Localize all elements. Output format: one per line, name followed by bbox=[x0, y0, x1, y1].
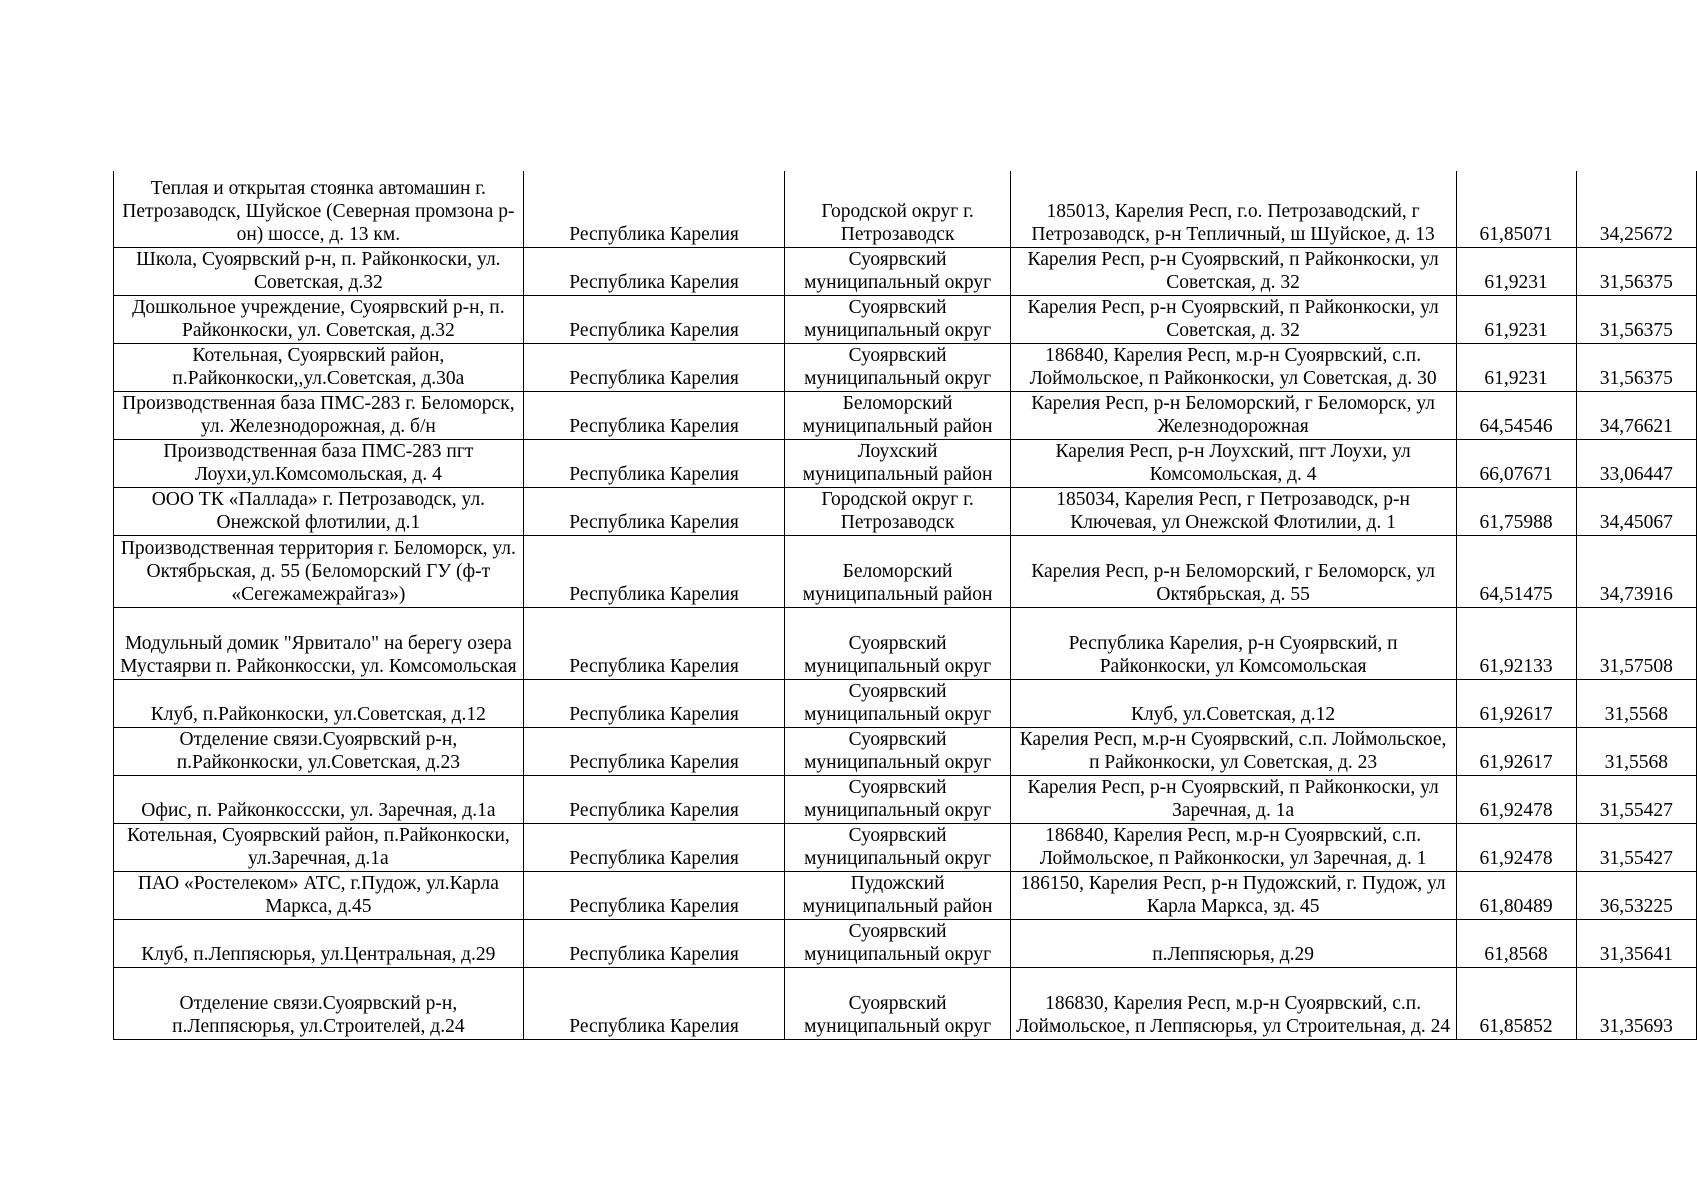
table-row bbox=[114, 295, 1697, 343]
latitude-cell: 61,92617 bbox=[1456, 727, 1576, 775]
district-cell: Городской округ г. Петрозаводск bbox=[785, 171, 1010, 247]
region-cell: Республика Карелия bbox=[523, 343, 785, 391]
table-row bbox=[114, 775, 1697, 823]
district-cell: Суоярвский муниципальный округ bbox=[785, 295, 1010, 343]
region-cell: Республика Карелия bbox=[523, 871, 785, 919]
region-cell: Республика Карелия bbox=[523, 919, 785, 967]
object-name-cell: Котельная, Суоярвский район, п.Райконкоски, ул.Заречная, д.1а bbox=[114, 823, 524, 871]
longitude-cell: 31,5568 bbox=[1576, 679, 1696, 727]
table-row bbox=[114, 171, 1697, 247]
document-sheet bbox=[113, 171, 1697, 1040]
address-cell: Карелия Респ, р-н Суоярвский, п Райконкоски, ул Советская, д. 32 bbox=[1010, 247, 1456, 295]
table-row bbox=[114, 823, 1697, 871]
region-cell: Республика Карелия bbox=[523, 679, 785, 727]
latitude-cell: 61,75988 bbox=[1456, 487, 1576, 535]
address-cell: 185013, Карелия Респ, г.о. Петрозаводский, г Петрозаводск, р-н Тепличный, ш Шуйское, д. 13 bbox=[1010, 171, 1456, 247]
address-cell: Карелия Респ, м.р-н Суоярвский, с.п. Лоймольское, п Райконкоски, ул Советская, д. 23 bbox=[1010, 727, 1456, 775]
region-cell: Республика Карелия bbox=[523, 967, 785, 1039]
region-cell: Республика Карелия bbox=[523, 775, 785, 823]
region-cell: Республика Карелия bbox=[523, 391, 785, 439]
object-name-cell: Теплая и открытая стоянка автомашин г. Петрозаводск, Шуйское (Северная промзона р-он) шоссе, д. 13 км. bbox=[114, 171, 524, 247]
district-cell: Суоярвский муниципальный округ bbox=[785, 967, 1010, 1039]
table-row bbox=[114, 871, 1697, 919]
longitude-cell: 31,55427 bbox=[1576, 775, 1696, 823]
latitude-cell: 61,9231 bbox=[1456, 247, 1576, 295]
district-cell: Лоухский муниципальный район bbox=[785, 439, 1010, 487]
latitude-cell: 61,92617 bbox=[1456, 679, 1576, 727]
longitude-cell: 31,35693 bbox=[1576, 967, 1696, 1039]
longitude-cell: 31,55427 bbox=[1576, 823, 1696, 871]
table-row bbox=[114, 391, 1697, 439]
longitude-cell: 31,56375 bbox=[1576, 295, 1696, 343]
longitude-cell: 34,25672 bbox=[1576, 171, 1696, 247]
object-name-cell: ПАО «Ростелеком» АТС, г.Пудож, ул.Карла Маркса, д.45 bbox=[114, 871, 524, 919]
latitude-cell: 64,51475 bbox=[1456, 535, 1576, 607]
region-cell: Республика Карелия bbox=[523, 823, 785, 871]
district-cell: Суоярвский муниципальный округ bbox=[785, 775, 1010, 823]
address-cell: 186840, Карелия Респ, м.р-н Суоярвский, с.п. Лоймольское, п Райконкоски, ул Советская, д. 30 bbox=[1010, 343, 1456, 391]
longitude-cell: 31,56375 bbox=[1576, 343, 1696, 391]
longitude-cell: 34,76621 bbox=[1576, 391, 1696, 439]
address-cell: Карелия Респ, р-н Беломорский, г Беломорск, ул Железнодорожная bbox=[1010, 391, 1456, 439]
region-cell: Республика Карелия bbox=[523, 171, 785, 247]
latitude-cell: 61,92478 bbox=[1456, 823, 1576, 871]
address-cell: Карелия Респ, р-н Лоухский, пгт Лоухи, ул Комсомольская, д. 4 bbox=[1010, 439, 1456, 487]
latitude-cell: 61,85852 bbox=[1456, 967, 1576, 1039]
table-row bbox=[114, 487, 1697, 535]
region-cell: Республика Карелия bbox=[523, 439, 785, 487]
region-cell: Республика Карелия bbox=[523, 607, 785, 679]
district-cell: Городской округ г. Петрозаводск bbox=[785, 487, 1010, 535]
table-body bbox=[114, 171, 1697, 1039]
longitude-cell: 31,56375 bbox=[1576, 247, 1696, 295]
region-cell: Республика Карелия bbox=[523, 295, 785, 343]
object-name-cell: Отделение связи.Суоярвский р-н, п.Леппясюрья, ул.Строителей, д.24 bbox=[114, 967, 524, 1039]
table-row bbox=[114, 679, 1697, 727]
table-row bbox=[114, 727, 1697, 775]
object-name-cell: Отделение связи.Суоярвский р-н, п.Райконкоски, ул.Советская, д.23 bbox=[114, 727, 524, 775]
object-name-cell: Офис, п. Райконкоссски, ул. Заречная, д.1а bbox=[114, 775, 524, 823]
object-name-cell: Модульный домик "Ярвитало" на берегу озера Мустаярви п. Райконкосски, ул. Комсомольская bbox=[114, 607, 524, 679]
object-name-cell: Производственная база ПМС-283 г. Беломорск, ул. Железнодорожная, д. б/н bbox=[114, 391, 524, 439]
district-cell: Суоярвский муниципальный округ bbox=[785, 247, 1010, 295]
object-name-cell: Производственная территория г. Беломорск, ул. Октябрьская, д. 55 (Беломорский ГУ (ф-т «Сегежамежрайгаз») bbox=[114, 535, 524, 607]
address-cell: 186150, Карелия Респ, р-н Пудожский, г. Пудож, ул Карла Маркса, зд. 45 bbox=[1010, 871, 1456, 919]
longitude-cell: 33,06447 bbox=[1576, 439, 1696, 487]
latitude-cell: 61,8568 bbox=[1456, 919, 1576, 967]
district-cell: Беломорский муниципальный район bbox=[785, 535, 1010, 607]
address-cell: 186840, Карелия Респ, м.р-н Суоярвский, с.п. Лоймольское, п Райконкоски, ул Заречная, д. 1 bbox=[1010, 823, 1456, 871]
table-row bbox=[114, 919, 1697, 967]
district-cell: Суоярвский муниципальный округ bbox=[785, 823, 1010, 871]
longitude-cell: 34,73916 bbox=[1576, 535, 1696, 607]
district-cell: Суоярвский муниципальный округ bbox=[785, 679, 1010, 727]
latitude-cell: 66,07671 bbox=[1456, 439, 1576, 487]
address-cell: Карелия Респ, р-н Беломорский, г Беломорск, ул Октябрьская, д. 55 bbox=[1010, 535, 1456, 607]
latitude-cell: 61,9231 bbox=[1456, 295, 1576, 343]
region-cell: Республика Карелия bbox=[523, 247, 785, 295]
object-name-cell: Производственная база ПМС-283 пгт Лоухи,ул.Комсомольская, д. 4 bbox=[114, 439, 524, 487]
latitude-cell: 61,9231 bbox=[1456, 343, 1576, 391]
object-name-cell: Школа, Суоярвский р-н, п. Райконкоски, ул. Советская, д.32 bbox=[114, 247, 524, 295]
object-name-cell: Клуб, п.Райконкоски, ул.Советская, д.12 bbox=[114, 679, 524, 727]
table-row bbox=[114, 967, 1697, 1039]
table-row bbox=[114, 439, 1697, 487]
latitude-cell: 61,80489 bbox=[1456, 871, 1576, 919]
district-cell: Суоярвский муниципальный округ bbox=[785, 727, 1010, 775]
address-cell: 185034, Карелия Респ, г Петрозаводск, р-н Ключевая, ул Онежской Флотилии, д. 1 bbox=[1010, 487, 1456, 535]
region-cell: Республика Карелия bbox=[523, 727, 785, 775]
latitude-cell: 61,85071 bbox=[1456, 171, 1576, 247]
longitude-cell: 31,5568 bbox=[1576, 727, 1696, 775]
district-cell: Суоярвский муниципальный округ bbox=[785, 919, 1010, 967]
region-cell: Республика Карелия bbox=[523, 535, 785, 607]
address-cell: Республика Карелия, р-н Суоярвский, п Райконкоски, ул Комсомольская bbox=[1010, 607, 1456, 679]
object-name-cell: Котельная, Суоярвский район, п.Райконкоски,,ул.Советская, д.30а bbox=[114, 343, 524, 391]
longitude-cell: 31,35641 bbox=[1576, 919, 1696, 967]
object-name-cell: Дошкольное учреждение, Суоярвский р-н, п. Райконкоски, ул. Советская, д.32 bbox=[114, 295, 524, 343]
longitude-cell: 36,53225 bbox=[1576, 871, 1696, 919]
table-row bbox=[114, 247, 1697, 295]
district-cell: Суоярвский муниципальный округ bbox=[785, 343, 1010, 391]
district-cell: Суоярвский муниципальный округ bbox=[785, 607, 1010, 679]
address-cell: Карелия Респ, р-н Суоярвский, п Райконкоски, ул Заречная, д. 1а bbox=[1010, 775, 1456, 823]
district-cell: Беломорский муниципальный район bbox=[785, 391, 1010, 439]
address-cell: Карелия Респ, р-н Суоярвский, п Райконкоски, ул Советская, д. 32 bbox=[1010, 295, 1456, 343]
latitude-cell: 61,92133 bbox=[1456, 607, 1576, 679]
object-name-cell: Клуб, п.Леппясюрья, ул.Центральная, д.29 bbox=[114, 919, 524, 967]
table-row bbox=[114, 535, 1697, 607]
address-cell: п.Леппясюрья, д.29 bbox=[1010, 919, 1456, 967]
longitude-cell: 31,57508 bbox=[1576, 607, 1696, 679]
table-row bbox=[114, 343, 1697, 391]
latitude-cell: 61,92478 bbox=[1456, 775, 1576, 823]
region-cell: Республика Карелия bbox=[523, 487, 785, 535]
address-cell: Клуб, ул.Советская, д.12 bbox=[1010, 679, 1456, 727]
address-cell: 186830, Карелия Респ, м.р-н Суоярвский, с.п. Лоймольское, п Леппясюрья, ул Строительная, д. 24 bbox=[1010, 967, 1456, 1039]
longitude-cell: 34,45067 bbox=[1576, 487, 1696, 535]
district-cell: Пудожский муниципальный район bbox=[785, 871, 1010, 919]
latitude-cell: 64,54546 bbox=[1456, 391, 1576, 439]
table-row bbox=[114, 607, 1697, 679]
objects-table bbox=[113, 171, 1697, 1040]
object-name-cell: ООО ТК «Паллада» г. Петрозаводск, ул. Онежской флотилии, д.1 bbox=[114, 487, 524, 535]
